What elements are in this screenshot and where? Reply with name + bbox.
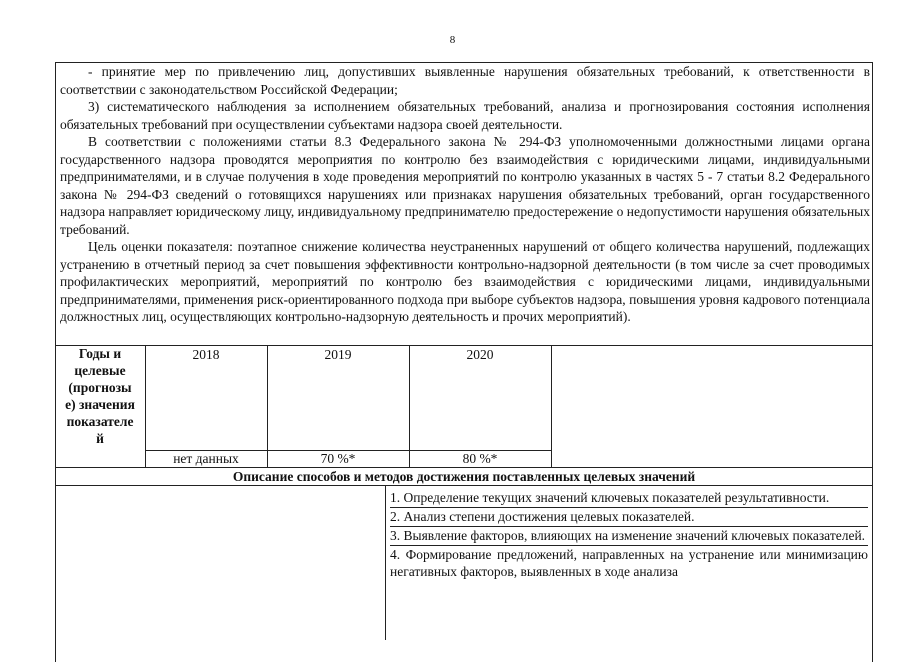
table-top-border: [55, 345, 873, 346]
section-title: Описание способов и методов достижения поставленных целевых значений: [232, 469, 696, 484]
paragraph: Цель оценки показателя: поэтапное снижение количества неустраненных нарушений от общего количества нарушений, подлежащих устранению в отчетный период за счет повышения эффективности контрольно-надзорной деятельности (в том числе за счет проводимых профилактических мероприятий, мероприятий по контролю без взаимодействия с юридическими лицами, индивидуальными предпринимателями, применения риск-ориентированного подхода при выборе субъектов надзора, повышения уровня кадрового потенциала должностных лиц, осуществляющих контрольно-надзорную деятельность и прочих мероприятий).: [60, 239, 870, 324]
label-line: показателе: [66, 414, 134, 429]
label-line: (прогнозы: [68, 380, 132, 395]
indicator-table: [55, 345, 873, 467]
label-line: Годы и: [78, 346, 122, 361]
paragraph: 3) систематического наблюдения за исполнением обязательных требований, анализа и прогнозирования состояния исполнения обязательных требований при осуществлении субъектами надзора своей деятельности.: [60, 99, 870, 132]
list-item: 2. Анализ степени достижения целевых показателей.: [390, 508, 868, 527]
list-item: 4. Формирование предложений, направленных на устранение или минимизацию негативных факторов, выявленных в ходе анализа: [390, 547, 868, 579]
column-divider: [145, 345, 146, 467]
column-divider: [267, 345, 268, 467]
list-item: 3. Выявление факторов, влияющих на изменение значений ключевых показателей.: [390, 527, 868, 546]
paragraph: В соответствии с положениями статьи 8.3 Федерального закона № 294-ФЗ уполномоченными должностными лицами органа государственного надзора проводятся мероприятия по контролю без взаимодействия с юридическими лицами, индивидуальными предпринимателями, и в случае получения в ходе проведения мероприятий по контролю указанных в частях 5 - 7 статьи 8.2 Федерального закона № 294-ФЗ сведений о готовящихся нарушениях или признаках нарушения обязательных требований, орган государственного надзора направляет юридическому лицу, индивидуальному предпринимателю предостережение о недопустимости нарушения обязательных требований.: [60, 134, 870, 237]
column-divider: [409, 345, 410, 467]
indicator-value: 80 %*: [462, 451, 498, 466]
list-item: 1. Определение текущих значений ключевых показателей результативности.: [390, 489, 868, 508]
year-header: 2018: [192, 347, 220, 362]
indicator-value: нет данных: [173, 451, 239, 466]
year-header: 2020: [466, 347, 494, 362]
indicator-row-label: [55, 345, 145, 467]
methods-list: [390, 489, 868, 581]
paragraph: - принятие мер по привлечению лиц, допустивших выявленные нарушения обязательных требований, к ответственности в соответствии с законодательством Российской Федерации;: [60, 64, 870, 97]
label-line: е) значения: [65, 397, 135, 412]
column-divider: [385, 486, 386, 640]
year-header: 2019: [324, 347, 352, 362]
page-number: 8: [449, 34, 456, 46]
body-text: [60, 63, 870, 326]
methods-table: [55, 486, 873, 640]
column-divider: [551, 345, 552, 467]
indicator-value: 70 %*: [320, 451, 356, 466]
label-line: й: [96, 431, 104, 446]
label-line: целевые: [74, 363, 126, 378]
